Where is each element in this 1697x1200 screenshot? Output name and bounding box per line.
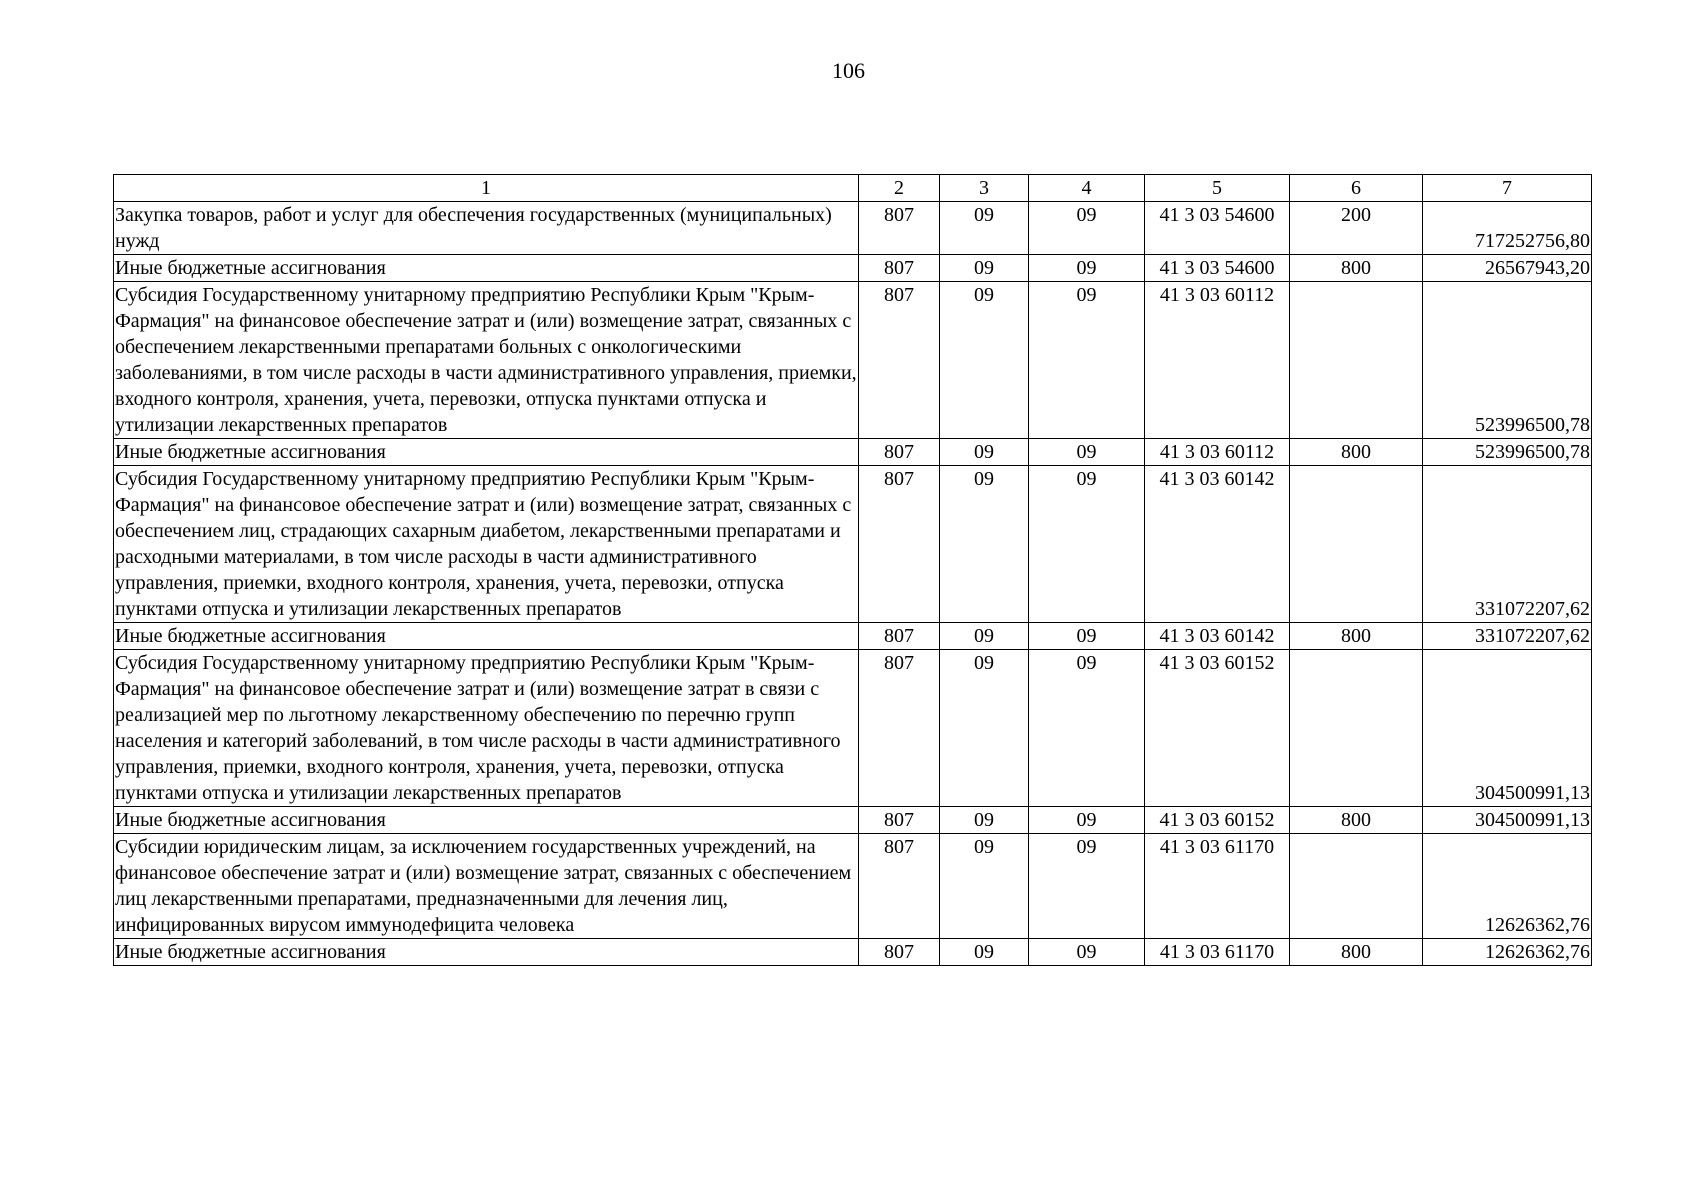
table-row xyxy=(114,255,1592,282)
table-row xyxy=(114,807,1592,834)
subsection-cell: 09 xyxy=(1029,466,1145,623)
table-row xyxy=(114,623,1592,650)
section-cell: 09 xyxy=(940,623,1029,650)
expense-type-cell: 800 xyxy=(1290,439,1423,466)
section-cell: 09 xyxy=(940,650,1029,807)
row-name-cell: Иные бюджетные ассигнования xyxy=(114,807,859,834)
subsection-cell: 09 xyxy=(1029,939,1145,966)
target-article-cell: 41 3 03 60112 xyxy=(1145,439,1290,466)
amount-cell: 12626362,76 xyxy=(1423,834,1592,939)
table-row xyxy=(114,202,1592,255)
table-row xyxy=(114,282,1592,439)
expense-type-cell: 800 xyxy=(1290,807,1423,834)
expense-type-cell: 800 xyxy=(1290,255,1423,282)
row-name-cell: Закупка товаров, работ и услуг для обеспечения государственных (муниципальных) нужд xyxy=(114,202,859,255)
row-name-cell: Иные бюджетные ассигнования xyxy=(114,939,859,966)
subsection-cell: 09 xyxy=(1029,282,1145,439)
subsection-cell: 09 xyxy=(1029,202,1145,255)
expense-type-cell xyxy=(1290,650,1423,807)
subsection-cell: 09 xyxy=(1029,834,1145,939)
amount-cell: 26567943,20 xyxy=(1423,255,1592,282)
subsection-cell: 09 xyxy=(1029,255,1145,282)
header-cell: 4 xyxy=(1029,175,1145,202)
table-row xyxy=(114,650,1592,807)
row-name-cell: Субсидия Государственному унитарному предприятию Республики Крым "Крым-Фармация" на финансовое обеспечение затрат и (или) возмещение затрат в связи с реализацией мер по льготному лекарственному обеспечению по перечню групп населения и категорий заболеваний, в том числе расходы в части административного управления, приемки, входного контроля, хранения, учета, перевозки, отпуска пунктами отпуска и утилизации лекарственных препаратов xyxy=(114,650,859,807)
expense-type-cell xyxy=(1290,466,1423,623)
code-cell: 807 xyxy=(859,202,940,255)
amount-cell: 331072207,62 xyxy=(1423,466,1592,623)
amount-cell: 523996500,78 xyxy=(1423,282,1592,439)
amount-cell: 717252756,80 xyxy=(1423,202,1592,255)
budget-table xyxy=(113,174,1592,966)
target-article-cell: 41 3 03 60142 xyxy=(1145,623,1290,650)
code-cell: 807 xyxy=(859,807,940,834)
code-cell: 807 xyxy=(859,466,940,623)
code-cell: 807 xyxy=(859,282,940,439)
header-cell: 1 xyxy=(114,175,859,202)
section-cell: 09 xyxy=(940,439,1029,466)
target-article-cell: 41 3 03 60142 xyxy=(1145,466,1290,623)
expense-type-cell: 800 xyxy=(1290,623,1423,650)
target-article-cell: 41 3 03 60152 xyxy=(1145,650,1290,807)
subsection-cell: 09 xyxy=(1029,807,1145,834)
amount-cell: 304500991,13 xyxy=(1423,807,1592,834)
row-name-cell: Субсидии юридическим лицам, за исключением государственных учреждений, на финансовое обеспечение затрат и (или) возмещение затрат, связанных с обеспечением лиц лекарственными препаратами, предназначенными для лечения лиц, инфицированных вирусом иммунодефицита человека xyxy=(114,834,859,939)
header-cell: 7 xyxy=(1423,175,1592,202)
row-name-cell: Иные бюджетные ассигнования xyxy=(114,439,859,466)
code-cell: 807 xyxy=(859,650,940,807)
section-cell: 09 xyxy=(940,255,1029,282)
row-name-cell: Субсидия Государственному унитарному предприятию Республики Крым "Крым-Фармация" на финансовое обеспечение затрат и (или) возмещение затрат, связанных с обеспечением лиц, страдающих сахарным диабетом, лекарственными препаратами и расходными материалами, в том числе расходы в части административного управления, приемки, входного контроля, хранения, учета, перевозки, отпуска пунктами отпуска и утилизации лекарственных препаратов xyxy=(114,466,859,623)
table-row xyxy=(114,439,1592,466)
expense-type-cell xyxy=(1290,282,1423,439)
section-cell: 09 xyxy=(940,282,1029,439)
table-body xyxy=(114,175,1592,966)
header-cell: 6 xyxy=(1290,175,1423,202)
subsection-cell: 09 xyxy=(1029,650,1145,807)
target-article-cell: 41 3 03 61170 xyxy=(1145,834,1290,939)
expense-type-cell: 800 xyxy=(1290,939,1423,966)
target-article-cell: 41 3 03 60112 xyxy=(1145,282,1290,439)
section-cell: 09 xyxy=(940,834,1029,939)
section-cell: 09 xyxy=(940,807,1029,834)
row-name-cell: Иные бюджетные ассигнования xyxy=(114,623,859,650)
header-cell: 2 xyxy=(859,175,940,202)
section-cell: 09 xyxy=(940,939,1029,966)
expense-type-cell: 200 xyxy=(1290,202,1423,255)
section-cell: 09 xyxy=(940,202,1029,255)
target-article-cell: 41 3 03 54600 xyxy=(1145,202,1290,255)
amount-cell: 304500991,13 xyxy=(1423,650,1592,807)
amount-cell: 523996500,78 xyxy=(1423,439,1592,466)
header-cell: 3 xyxy=(940,175,1029,202)
target-article-cell: 41 3 03 60152 xyxy=(1145,807,1290,834)
row-name-cell: Субсидия Государственному унитарному предприятию Республики Крым "Крым-Фармация" на финансовое обеспечение затрат и (или) возмещение затрат, связанных с обеспечением лекарственными препаратами больных с онкологическими заболеваниями, в том числе расходы в части административного управления, приемки, входного контроля, хранения, учета, перевозки, отпуска пунктами отпуска и утилизации лекарственных препаратов xyxy=(114,282,859,439)
row-name-cell: Иные бюджетные ассигнования xyxy=(114,255,859,282)
table-row xyxy=(114,939,1592,966)
code-cell: 807 xyxy=(859,939,940,966)
subsection-cell: 09 xyxy=(1029,439,1145,466)
table-row xyxy=(114,466,1592,623)
amount-cell: 331072207,62 xyxy=(1423,623,1592,650)
target-article-cell: 41 3 03 61170 xyxy=(1145,939,1290,966)
amount-cell: 12626362,76 xyxy=(1423,939,1592,966)
code-cell: 807 xyxy=(859,439,940,466)
code-cell: 807 xyxy=(859,623,940,650)
section-cell: 09 xyxy=(940,466,1029,623)
subsection-cell: 09 xyxy=(1029,623,1145,650)
target-article-cell: 41 3 03 54600 xyxy=(1145,255,1290,282)
header-cell: 5 xyxy=(1145,175,1290,202)
table-row xyxy=(114,834,1592,939)
page-number: 106 xyxy=(832,58,865,83)
code-cell: 807 xyxy=(859,834,940,939)
header-row xyxy=(114,175,1592,202)
expense-type-cell xyxy=(1290,834,1423,939)
code-cell: 807 xyxy=(859,255,940,282)
